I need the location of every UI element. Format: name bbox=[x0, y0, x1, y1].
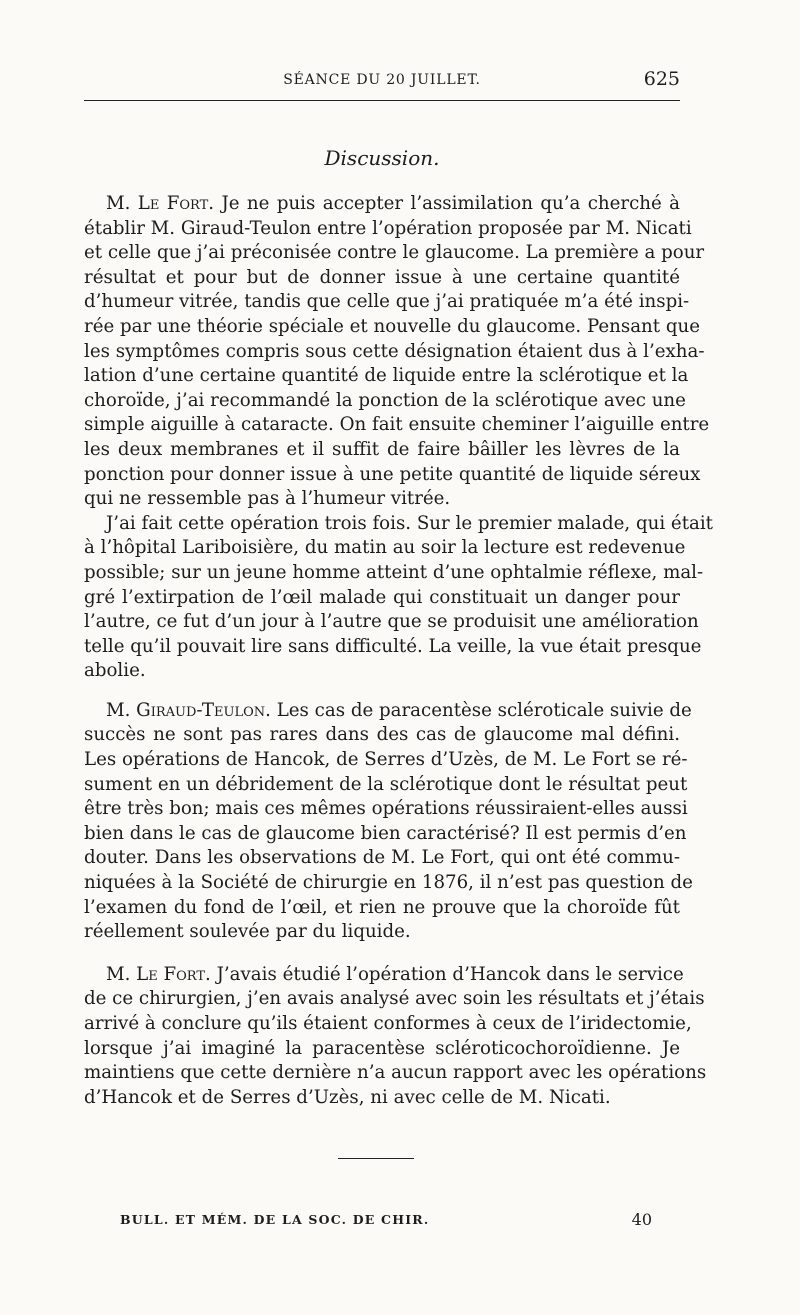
text-line: J’ai fait cette opération trois fois. Sur le premier malade, qui était bbox=[106, 512, 713, 534]
text-line: l’autre, ce fut d’un jour à l’autre que se produisit une amélioration bbox=[84, 611, 699, 633]
text-line: lation d’une certaine quantité de liquide entre la sclérotique et la bbox=[84, 365, 689, 387]
paragraph-giraud-teulon bbox=[84, 699, 693, 945]
text-line: les symptômes compris sous cette désignation étaient dus à l’exha- bbox=[84, 340, 705, 362]
paragraph-le-fort-1 bbox=[84, 192, 710, 512]
section-title: Discussion. bbox=[324, 146, 440, 170]
text-line: possible; sur un jeune homme atteint d’une ophtalmie réflexe, mal- bbox=[84, 561, 704, 583]
text-line: de ce chirurgien, j’en avais analysé avec soin les résultats et j’étais bbox=[84, 988, 705, 1010]
text-line: lorsque j’ai imaginé la paracentèse scléroticochoroïdienne. Je bbox=[84, 1037, 680, 1059]
text-line: l’examen du fond de l’œil, et rien ne prouve que la choroïde fût bbox=[84, 896, 680, 918]
discussion-body bbox=[84, 192, 713, 1110]
footer-sheet-number: 40 bbox=[631, 1210, 652, 1229]
page-footer bbox=[120, 1210, 652, 1232]
paragraph-le-fort-2 bbox=[84, 512, 713, 684]
header-rule bbox=[84, 100, 680, 101]
text-line: arrivé à conclure qu’ils étaient conformes à ceux de l’iridectomie, bbox=[84, 1013, 692, 1034]
text-line: et celle que j’ai préconisée contre le glaucome. La première a pour bbox=[84, 242, 705, 264]
end-rule bbox=[338, 1158, 414, 1159]
text-line: douter. Dans les observations de M. Le Fort, qui ont été commu- bbox=[84, 847, 680, 869]
text-line: maintiens que cette dernière n’a aucun rapport avec les opérations bbox=[84, 1062, 707, 1084]
text-line: telle qu’il pouvait lire sans difficulté. La veille, la vue était presque bbox=[84, 635, 702, 657]
speaker-name: M. Le Fort. bbox=[106, 963, 211, 985]
text-line: M. Le Fort. J’avais étudié l’opération d’Hancok dans le service bbox=[106, 963, 684, 985]
text-line: être très bon; mais ces mêmes opérations réussiraient-elles aussi bbox=[84, 798, 688, 820]
text-line: rée par une théorie spéciale et nouvelle du glaucome. Pensant que bbox=[84, 315, 700, 337]
text-line: M. Le Fort. Je ne puis accepter l’assimilation qu’a cherché à bbox=[106, 193, 680, 214]
text-line: d’Hancok et de Serres d’Uzès, ni avec celle de M. Nicati. bbox=[84, 1086, 611, 1108]
text-line: succès ne sont pas rares dans des cas de glaucome mal défini. bbox=[84, 724, 680, 746]
footer-signature: BULL. ET MÉM. DE LA SOC. DE CHIR. bbox=[120, 1212, 430, 1227]
text-line: niquées à la Société de chirurgie en 1876, il n’est pas question de bbox=[84, 872, 693, 894]
text-line: choroïde, j’ai recommandé la ponction de la sclérotique avec une bbox=[84, 389, 686, 411]
text-line: abolie. bbox=[84, 660, 146, 682]
running-header bbox=[84, 68, 680, 96]
text-line: M. Giraud-Teulon. Les cas de paracentèse scléroticale suivie de bbox=[106, 699, 692, 721]
text-line: d’humeur vitrée, tandis que celle que j’ai pratiquée m’a été inspi- bbox=[84, 291, 690, 313]
text-line: à l’hôpital Lariboisière, du matin au soir la lecture est redevenue bbox=[84, 537, 686, 559]
text-line: simple aiguille à cataracte. On fait ensuite cheminer l’aiguille entre bbox=[84, 414, 710, 436]
text-line: Les opérations de Hancok, de Serres d’Uzès, de M. Le Fort se ré- bbox=[84, 749, 688, 771]
speaker-name: M. Giraud-Teulon. bbox=[106, 699, 271, 721]
text-line: réellement soulevée par du liquide. bbox=[84, 921, 411, 943]
text-line: qui ne ressemble pas à l’humeur vitrée. bbox=[84, 488, 451, 510]
text-line: sument en un débridement de la sclérotique dont le résultat peut bbox=[84, 773, 688, 795]
text-line: gré l’extirpation de l’œil malade qui constituait un danger pour bbox=[84, 586, 680, 608]
page-number: 625 bbox=[643, 68, 680, 90]
text-line: bien dans le cas de glaucome bien caractérisé? Il est permis d’en bbox=[84, 822, 687, 844]
text-line: les deux membranes et il suffit de faire bâiller les lèvres de la bbox=[84, 438, 680, 460]
speaker-name: M. Le Fort. bbox=[106, 193, 215, 214]
text-line: résultat et pour but de donner issue à une certaine quantité bbox=[84, 266, 680, 288]
paragraph-le-fort-3 bbox=[84, 963, 707, 1111]
text-line: ponction pour donner issue à une petite quantité de liquide séreux bbox=[84, 463, 701, 485]
running-title: SÉANCE DU 20 JUILLET. bbox=[283, 72, 481, 88]
text-line: établir M. Giraud-Teulon entre l’opération proposée par M. Nicati bbox=[84, 217, 692, 239]
